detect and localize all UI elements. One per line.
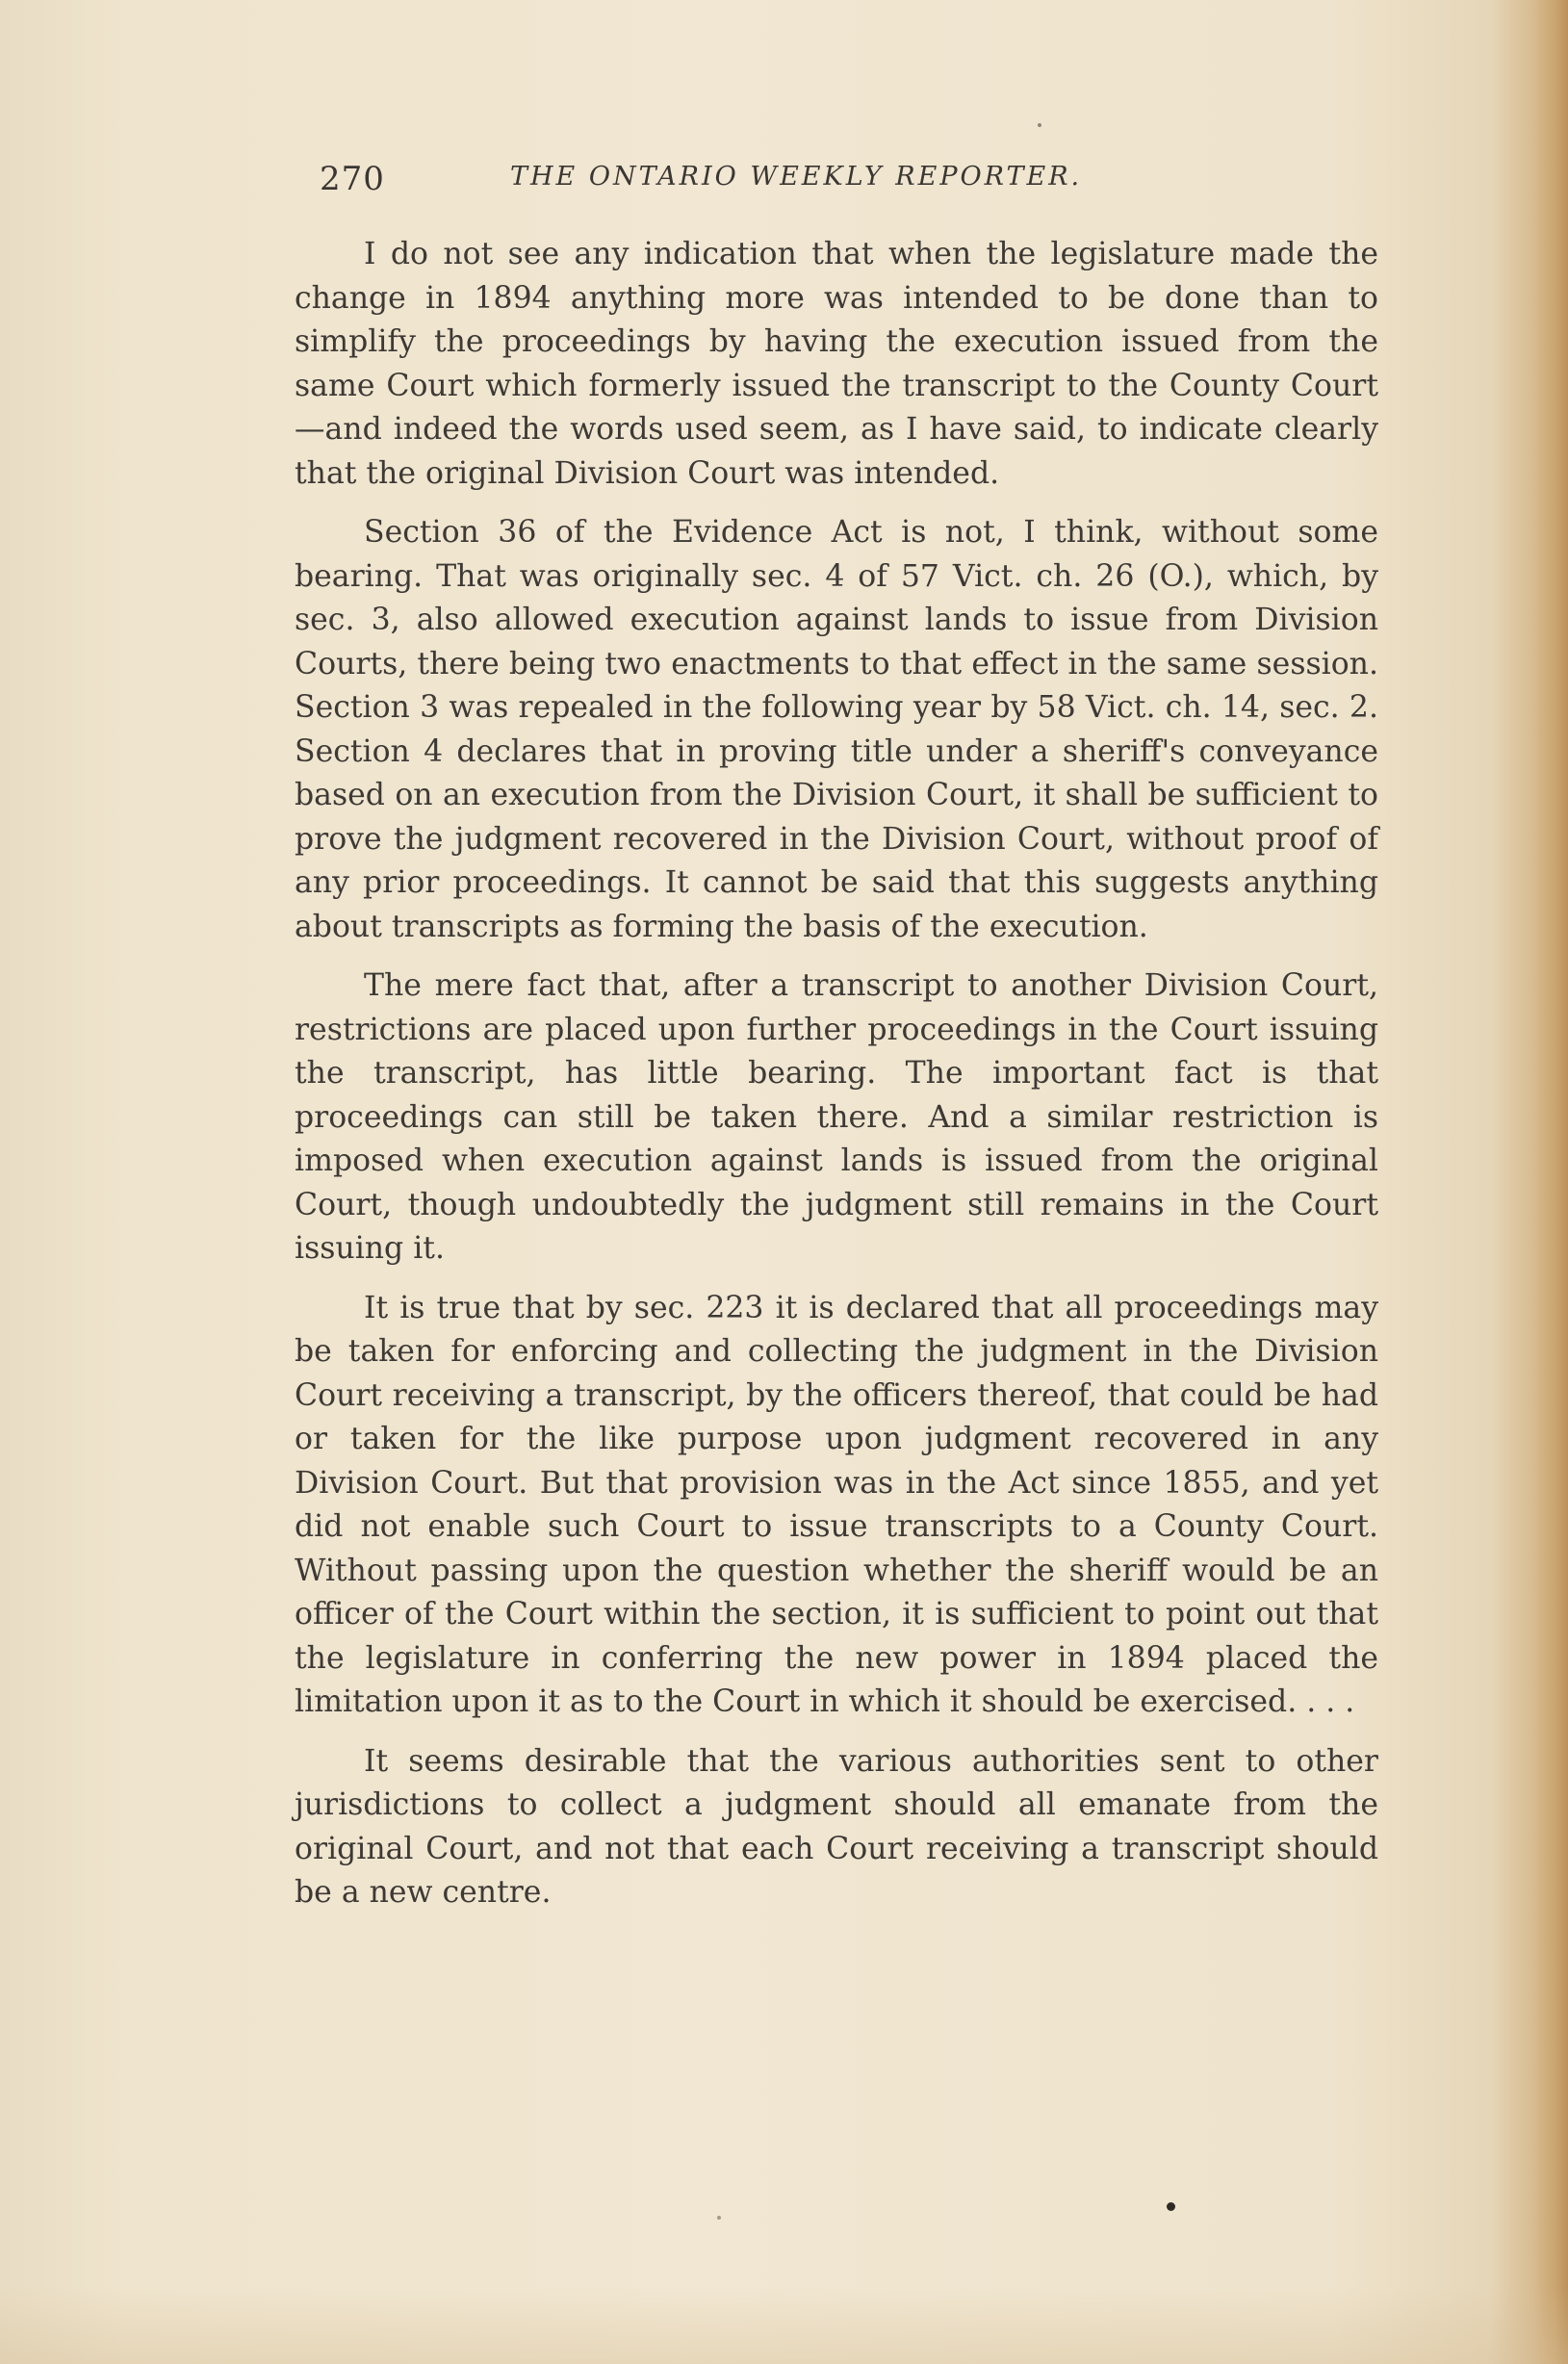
page-bottom-shadow xyxy=(0,2287,1568,2364)
paragraph-4: It is true that by sec. 223 it is declared that all proceedings may be taken for enforcing and collecting the judgment in the Division Court receiving a transcript, by the officers thereof, that could be had or taken for the like purpose upon judgment recovered in any Division Court. But that provision was in the Act since 1855, and yet did not enable such Court to issue transcripts to a County Court. Without passing upon the question whether the sheriff would be an officer of the Court within the section, it is sufficient to point out that the legislature in conferring the new power in 1894 placed the limitation upon it as to the Court in which it should be exercised. . . . xyxy=(295,1290,1378,1719)
paragraph-5: It seems desirable that the various authorities sent to other jurisdictions to collect a judgment should all emanate from the original Court, and not that each Court receiving a transcript should be a new centre. xyxy=(295,1743,1378,1910)
paragraph-1: I do not see any indication that when the legislature made the change in 1894 anything more was intended to be done than to simplify the proceedings by having the execution issued from the same Court which formerly issued the transcript to the County Court—and indeed the words used seem, as I have said, to indicate clearly that the original Division Court was intended. xyxy=(295,237,1378,491)
running-title: THE ONTARIO WEEKLY REPORTER. xyxy=(510,162,1083,192)
page-number: 270 xyxy=(320,160,385,198)
ink-speck xyxy=(1167,2202,1175,2211)
ink-speck xyxy=(1038,123,1041,127)
page-header xyxy=(320,154,1378,202)
paragraph-3: The mere fact that, after a transcript to another Division Court, restrictions are placed upon further proceedings in the Court issuing the transcript, has little bearing. The important fact is that proceedings can still be taken there. And a similar restriction is imposed when execution against lands is issued from the original Court, though undoubtedly the judgment still remains in the Court issuing it. xyxy=(295,968,1378,1266)
paragraph-2: Section 36 of the Evidence Act is not, I think, without some bearing. That was originally sec. 4 of 57 Vict. ch. 26 (O.), which, by sec. 3, also allowed execution against lands to issue from Division Courts, there being two enactments to that effect in the same session. Section 3 was repealed in the following year by 58 Vict. ch. 14, sec. 2. Section 4 declares that in proving title under a sheriff's conveyance based on an execution from the Division Court, it shall be sufficient to prove the judgment recovered in the Division Court, without proof of any prior proceedings. It cannot be said that this suggests anything about transcripts as forming the basis of the execution. xyxy=(295,515,1378,944)
page-edge-shadow xyxy=(1535,0,1568,2364)
body-text xyxy=(295,233,1378,1931)
ink-speck xyxy=(717,2216,721,2220)
